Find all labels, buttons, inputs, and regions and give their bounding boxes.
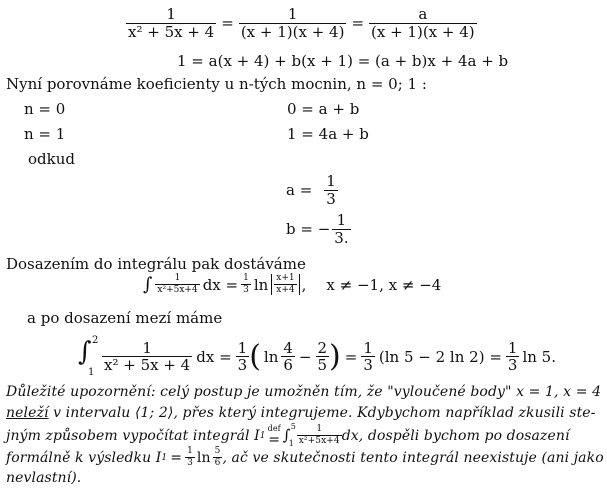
note-line-1: Důležité upozornění: celý postup je umožněn tím, že "vyloučené body" x = 1, x = 4	[6, 384, 602, 400]
case-n0-label: n = 0	[24, 100, 66, 118]
po-dosazeni-text: a po dosazení mezí máme	[27, 309, 223, 327]
indefinite-integral: ∫ $\frac{1}{\text{x²+5x+4}}$ dx = $\frac{1}{3}$ ln $\frac{x+1}{x+4}$ , x ≠ −1, x ≠ −4	[143, 273, 442, 296]
note-line-5: nevlastní).	[6, 470, 82, 486]
note-line-3: jným způsobem vypočítat integrál I 1 def = ∫ 5 1 $\frac{1}{\text{x²+5x+4}}$ dx, dospěli bychom po dosazení	[6, 422, 570, 448]
case-n1-equation: 1 = 4a + b	[287, 125, 369, 143]
compare-text: Nyní porovnáme koeficienty u n-tých mocnin, n = 0; 1 :	[6, 75, 427, 93]
equation-expanded: 1 = a(x + 4) + b(x + 1) = (a + b)x + 4a + b	[177, 52, 509, 70]
solution-b: b = − $\frac{1}{3.}$	[286, 211, 349, 247]
fraction-middle: $\frac{1}{(x + 1)(x + 4)}$	[240, 5, 345, 41]
case-n1-label: n = 1	[24, 125, 66, 143]
definite-integral: ∫ 2 1 $\frac{1}{\text{x² + 5x + 4}}$ dx = $\frac{1}{3}$ ( ln $\frac{4}{6}$ − $\frac{2}{5}$ ) = $\frac{1}{3}$ (ln 5 − 2 ln 2) = $\frac{1}{3}$ ln 5.	[78, 335, 556, 378]
fraction-lhs: $\frac{1}{\text{x² + 5x + 4}}$	[128, 5, 215, 41]
odkud-text: odkud	[28, 150, 75, 168]
dosazenim-text: Dosazením do integrálu pak dostáváme	[6, 255, 306, 273]
note-line-2: neleží v intervalu ⟨1; 2⟩, přes který integrujeme. Kdybychom například zkusili ste-	[6, 405, 596, 421]
note-line-4: formálně k výsledku I 1 = $\frac{1}{3}$ ln $\frac{5}{6}$ , ač ve skutečnosti tento integrál neexistuje (ani jako	[6, 446, 604, 468]
case-n0-equation: 0 = a + b	[287, 100, 360, 118]
solution-a: a = $\frac{1}{3}$	[286, 172, 336, 208]
fraction-rhs: $\frac{a}{(x + 1)(x + 4)}$	[371, 5, 475, 41]
equation-partial-fractions: $\frac{1}{\text{x² + 5x + 4}}$ = $\frac{1}{(x + 1)(x + 4)}$ = $\frac{a}{(x + 1)(x + 4)}$	[128, 5, 475, 41]
